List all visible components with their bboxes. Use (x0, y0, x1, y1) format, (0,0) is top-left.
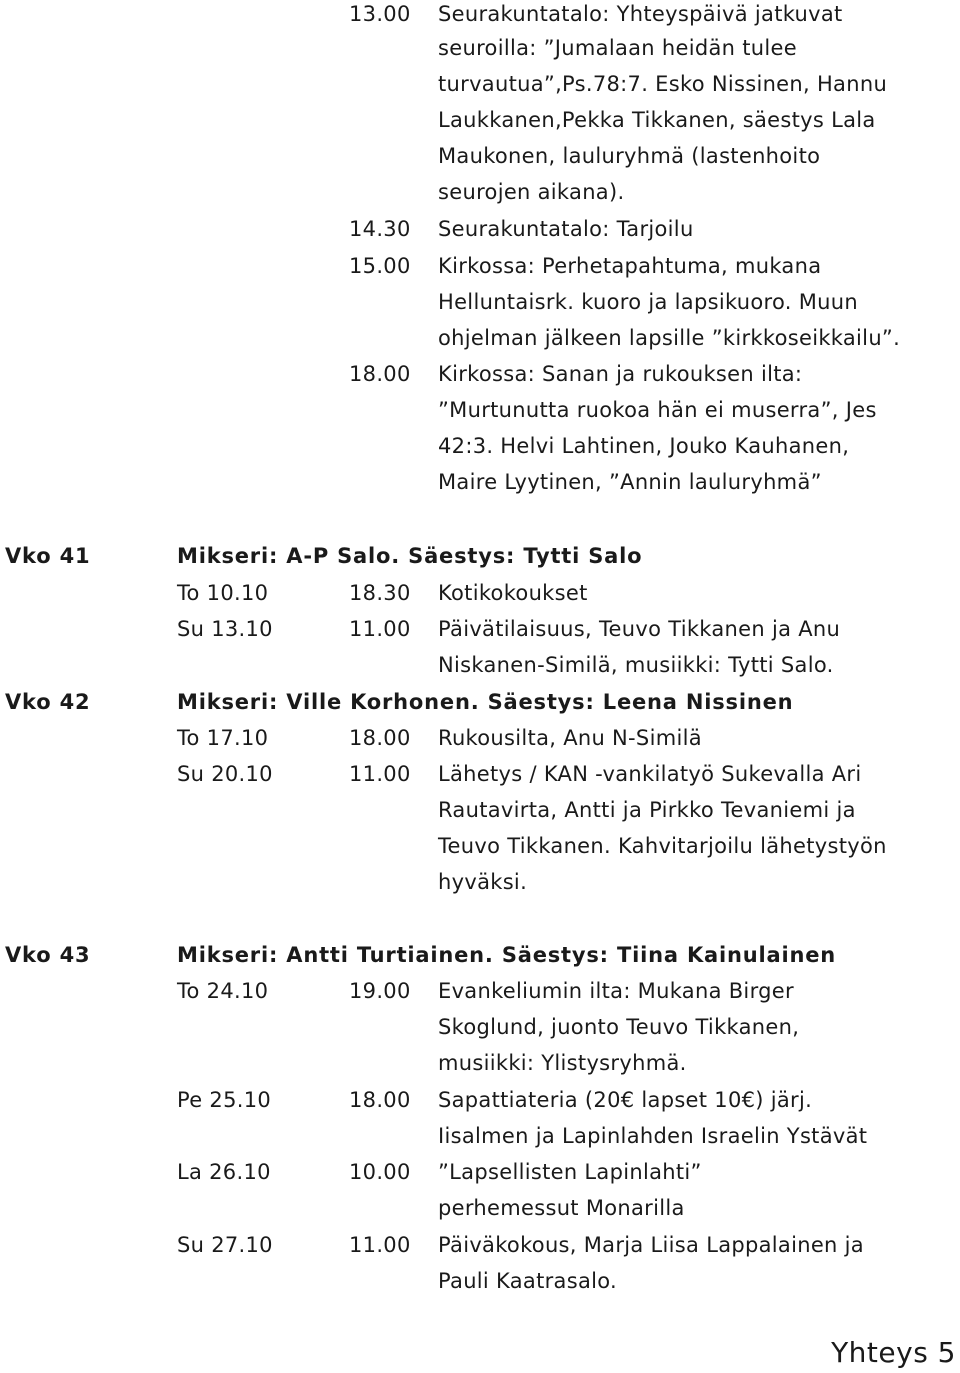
event-text-line: ”Lapsellisten Lapinlahti” (438, 1160, 702, 1184)
week-header: Mikseri: Antti Turtiainen. Säestys: Tiina Kainulainen (177, 943, 836, 967)
event-text-line: Kirkossa: Perhetapahtuma, mukana (438, 254, 822, 278)
event-text-line: seurojen aikana). (438, 180, 625, 204)
event-text-line: Päiväkokous, Marja Liisa Lappalainen ja (438, 1233, 864, 1257)
event-text-line: ohjelman jälkeen lapsille ”kirkkoseikkailu”. (438, 326, 901, 350)
event-text-line: Lähetys / KAN -vankilatyö Sukevalla Ari (438, 762, 862, 786)
event-day: To 17.10 (177, 726, 269, 750)
event-text-line: Seurakuntatalo: Tarjoilu (438, 217, 694, 241)
event-text-line: 42:3. Helvi Lahtinen, Jouko Kauhanen, (438, 434, 850, 458)
event-text-line: Helluntaisrk. kuoro ja lapsikuoro. Muun (438, 290, 858, 314)
event-text-line: hyväksi. (438, 870, 528, 894)
event-time: 11.00 (349, 762, 411, 786)
event-time: 18.00 (349, 1088, 411, 1112)
event-day: La 26.10 (177, 1160, 271, 1184)
week-label: Vko 42 (5, 690, 91, 714)
event-time: 19.00 (349, 979, 411, 1003)
event-text-line: seuroilla: ”Jumalaan heidän tulee (438, 36, 797, 60)
event-day: Pe 25.10 (177, 1088, 272, 1112)
event-time: 18.00 (349, 726, 411, 750)
event-text-line: Pauli Kaatrasalo. (438, 1269, 618, 1293)
event-text-line: Evankeliumin ilta: Mukana Birger (438, 979, 794, 1003)
event-text-line: Päivätilaisuus, Teuvo Tikkanen ja Anu (438, 617, 841, 641)
event-text-line: Niskanen-Similä, musiikki: Tytti Salo. (438, 653, 834, 677)
page-footer: Yhteys 5 (831, 1336, 956, 1369)
event-text-line: Seurakuntatalo: Yhteyspäivä jatkuvat (438, 2, 843, 26)
event-day: Su 13.10 (177, 617, 273, 641)
event-time: 11.00 (349, 617, 411, 641)
event-time: 18.30 (349, 581, 411, 605)
event-time: 10.00 (349, 1160, 411, 1184)
event-text-line: Teuvo Tikkanen. Kahvitarjoilu lähetystyön (438, 834, 887, 858)
week-label: Vko 41 (5, 544, 91, 568)
event-text-line: turvautua”,Ps.78:7. Esko Nissinen, Hannu (438, 72, 888, 96)
event-text-line: musiikki: Ylistysryhmä. (438, 1051, 687, 1075)
event-text-line: Maire Lyytinen, ”Annin lauluryhmä” (438, 470, 822, 494)
event-text-line: Skoglund, juonto Teuvo Tikkanen, (438, 1015, 800, 1039)
week-header: Mikseri: Ville Korhonen. Säestys: Leena Nissinen (177, 690, 794, 714)
event-time: 11.00 (349, 1233, 411, 1257)
event-day: Su 27.10 (177, 1233, 273, 1257)
event-text-line: ”Murtunutta ruokoa hän ei muserra”, Jes (438, 398, 877, 422)
week-header: Mikseri: A-P Salo. Säestys: Tytti Salo (177, 544, 643, 568)
event-time: 13.00 (349, 2, 411, 26)
event-text-line: perhemessut Monarilla (438, 1196, 685, 1220)
event-text-line: Laukkanen,Pekka Tikkanen, säestys Lala (438, 108, 876, 132)
event-text-line: Iisalmen ja Lapinlahden Israelin Ystävät (438, 1124, 868, 1148)
event-text-line: Kotikokoukset (438, 581, 588, 605)
event-time: 15.00 (349, 254, 411, 278)
event-text-line: Sapattiateria (20€ lapset 10€) järj. (438, 1088, 813, 1112)
event-time: 14.30 (349, 217, 411, 241)
event-text-line: Rukousilta, Anu N-Similä (438, 726, 702, 750)
event-day: To 24.10 (177, 979, 269, 1003)
event-text-line: Maukonen, lauluryhmä (lastenhoito (438, 144, 821, 168)
event-day: Su 20.10 (177, 762, 273, 786)
event-time: 18.00 (349, 362, 411, 386)
event-text-line: Rautavirta, Antti ja Pirkko Tevaniemi ja (438, 798, 856, 822)
week-label: Vko 43 (5, 943, 91, 967)
event-text-line: Kirkossa: Sanan ja rukouksen ilta: (438, 362, 803, 386)
event-day: To 10.10 (177, 581, 269, 605)
